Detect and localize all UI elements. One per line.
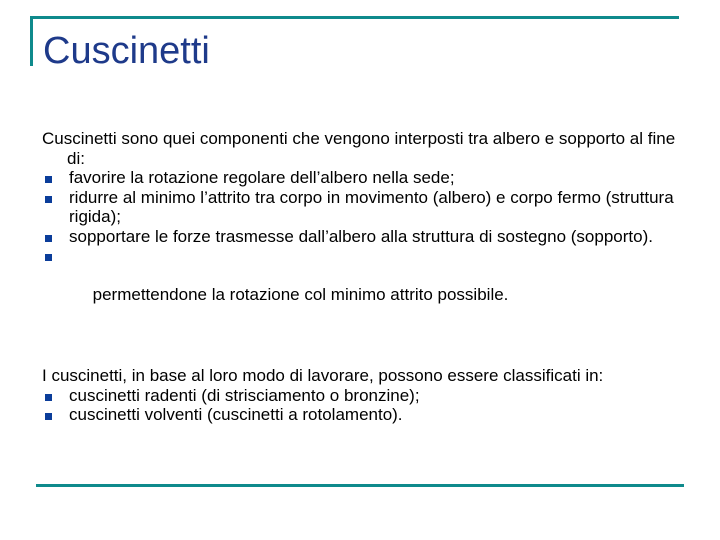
list-item-text: sopportare le forze trasmesse dall’albero alla struttura di sostegno (sopporto).	[69, 226, 653, 246]
list-item	[42, 386, 682, 406]
bottom-divider-line	[36, 484, 684, 487]
list-item-text: cuscinetti radenti (di strisciamento o bronzine);	[69, 385, 420, 405]
square-bullet-icon	[45, 394, 52, 401]
list-item	[42, 405, 682, 425]
list-item-text: ridurre al minimo l’attrito tra corpo in movimento (albero) e corpo fermo (struttura rigida);	[69, 187, 674, 226]
list-item-text: permettendone la rotazione col minimo attrito possibile.	[87, 285, 509, 304]
section-purpose	[42, 129, 682, 324]
section-classification-intro: I cuscinetti, in base al loro modo di lavorare, possono essere classificati in:	[42, 366, 604, 385]
square-bullet-icon	[45, 413, 52, 420]
square-bullet-icon	[45, 176, 52, 183]
section-purpose-intro: Cuscinetti sono quei componenti che vengono interposti tra albero e sopporto al fine di:	[42, 129, 676, 168]
list-item-text: favorire la rotazione regolare dell’albero nella sede;	[69, 168, 455, 187]
square-bullet-icon	[45, 235, 52, 242]
square-bullet-icon	[45, 196, 52, 203]
title-frame-top-line	[30, 16, 679, 19]
section-classification	[42, 366, 682, 425]
title-frame-left-line	[30, 16, 33, 66]
list-item	[42, 188, 682, 227]
square-bullet-icon	[45, 254, 52, 261]
list-item	[42, 168, 682, 188]
list-item	[42, 227, 682, 247]
list-item	[42, 246, 682, 324]
slide-title: Cuscinetti	[43, 30, 210, 72]
list-item-text: cuscinetti volventi (cuscinetti a rotolamento).	[69, 405, 403, 424]
